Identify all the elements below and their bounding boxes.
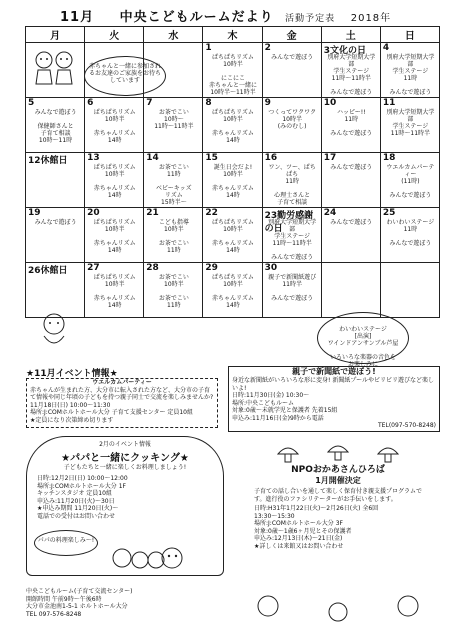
npo-subtitle: 1月開催決定	[315, 476, 361, 485]
papa-bubble-text: パパの料理楽しみ〜!	[37, 537, 95, 544]
stage-bubble	[317, 312, 409, 368]
day-events: お茶でこい 10時〜 11時〜11時半	[154, 109, 194, 130]
welcome-text: 赤ちゃんが生まれた方、大分市に転入された方など、大分市の子育て情報や同じ年頃の子どもを持つ親子同士で交流を楽しみませんか?	[30, 386, 214, 401]
day-events: ぱちぱちリズム 10時半 赤ちゃんリズム 14時	[212, 109, 254, 144]
day-events: お茶でこい 11時 ベビーキッズ リズム 15時半〜	[156, 164, 192, 206]
calendar-day-cell	[144, 208, 203, 263]
event-heading: ★11月イベント情報★	[26, 369, 118, 379]
day-number: 12休館日	[28, 156, 68, 166]
calendar-day-cell	[144, 263, 203, 318]
day-number: 21	[146, 208, 159, 218]
subtitle-text: 活動予定表	[285, 14, 336, 24]
day-number: 7	[146, 98, 153, 108]
calendar-day-cell	[321, 153, 380, 208]
calendar-day-cell	[262, 263, 321, 318]
day-events: 別府大学短期大学部 学生ステージ 11時 みんなで遊ぼう	[386, 54, 435, 96]
day-events: 別府大学短期大学部 学生ステージ 11時〜11時半 みんなで遊ぼう	[327, 54, 376, 96]
day-events: みんなで遊ぼう	[330, 164, 373, 171]
day-number: 1	[205, 43, 212, 53]
calendar-week-row	[26, 208, 440, 263]
day-events: こども指導 10時半 お茶でこい 11時	[158, 219, 189, 254]
calendar-day-cell	[203, 43, 262, 98]
calendar-day-cell	[321, 98, 380, 153]
calendar-day-cell	[262, 208, 321, 263]
day-number: 5	[28, 98, 35, 108]
day-events: ウエルカムパーティー (11時) みんなで遊ぼう	[386, 164, 435, 199]
day-number: 27	[87, 263, 100, 273]
day-number: 19	[28, 208, 41, 218]
day-number: 14	[146, 153, 159, 163]
year-text: 2018年	[350, 13, 392, 24]
mushroom-illustration	[238, 440, 438, 464]
title-text: 中央こどもルームだより	[119, 10, 274, 25]
caterpillar-illustration	[110, 540, 190, 570]
children-illustration	[30, 44, 78, 92]
footer-tel: TEL 097-576-8248	[26, 610, 82, 618]
weekday-thu: 木	[203, 27, 262, 43]
calendar-day-cell	[26, 208, 85, 263]
day-number: 29	[205, 263, 218, 273]
day-number: 30	[264, 263, 278, 273]
calendar-day-cell	[380, 153, 439, 208]
weekday-tue: 火	[85, 27, 144, 43]
weekday-fri: 金	[262, 27, 321, 43]
npo-text: 子育ての話し合いを通して楽しく保育付き親支援プログラムです。進行役のファシリテーターがお手伝いをします。	[254, 488, 422, 503]
calendar-day-cell	[85, 208, 144, 263]
day-number: 28	[146, 263, 159, 273]
day-number: 25	[382, 208, 396, 218]
day-number: 2	[264, 43, 271, 53]
day-events: みんなで遊ぼう	[271, 54, 314, 61]
day-events: ぱちぱちリズム 10時半 赤ちゃんリズム 14時	[93, 274, 136, 309]
newspaper-target: 対象:0歳〜未就学児と保護者 先着15組	[232, 407, 338, 414]
day-events: ぱちぱちリズム 10時半 赤ちゃんリズム 14時	[93, 109, 136, 144]
welcome-bubble	[84, 56, 166, 96]
weekday-sat: 土	[321, 27, 380, 43]
day-number: 24	[323, 208, 337, 218]
kids-illustration	[238, 590, 438, 632]
welcome-bubble-text: 赤ちゃんと一緒に参加されるお友達のご家族をお待ちしています	[89, 63, 162, 84]
day-events: つくってワクワク 10時半 (みのむし)	[268, 109, 317, 130]
calendar-day-cell	[380, 208, 439, 263]
day-number: 11	[382, 98, 396, 108]
newspaper-date: 日時:11月30日(金) 10:30〜	[232, 392, 310, 399]
day-number: 16	[264, 153, 278, 163]
cooking-apply: 申込み:11月20日(火)〜30日 ★申込み期間 11月20日(火)〜 電話での受付はお問い合わせ	[37, 497, 119, 520]
day-number: 3文化の日	[323, 46, 366, 56]
day-number: 6	[87, 98, 94, 108]
npo-time: 13:30〜15:30	[254, 512, 295, 520]
day-events: 別府大学短期大学部 学生ステージ 11時〜11時半 みんなで遊ぼう	[268, 219, 317, 261]
npo-title: NPOおかあさんひろば	[291, 465, 385, 475]
day-number: 26休館日	[28, 266, 68, 276]
newspaper-section	[228, 366, 440, 432]
calendar-day-cell	[321, 263, 380, 318]
month-label: 11月	[60, 10, 95, 25]
day-number: 10	[323, 98, 337, 108]
cooking-place: 場所:J:COMホルトホール大分 1F キッチンスタジオ 定員10組	[37, 482, 126, 497]
day-number: 22	[205, 208, 218, 218]
npo-date: 日時:H31年1月22日(火)〜2月26日(火) 全6回	[254, 505, 379, 512]
calendar-day-cell	[380, 43, 439, 98]
welcome-place: 場所:J:COMホルトホール大分 子育て支援センター 定員10組	[30, 409, 193, 416]
day-events: みんなで遊ぼう 保健師さんと 子育て相談 10時〜11時	[34, 109, 77, 144]
day-events: 誕生日会だよ! 10時半 赤ちゃんリズム 14時	[212, 164, 254, 199]
calendar-day-cell	[85, 263, 144, 318]
day-number: 18	[382, 153, 396, 163]
calendar-day-cell	[380, 263, 439, 318]
weekday-row	[26, 27, 440, 43]
calendar-day-cell	[262, 98, 321, 153]
calendar-day-cell	[380, 98, 439, 153]
weekday-wed: 水	[144, 27, 203, 43]
footer-hours: 開館時間 午前9時〜午後6時	[26, 595, 102, 603]
calendar-day-cell	[262, 43, 321, 98]
calendar-week-row	[26, 98, 440, 153]
day-number: 15	[205, 153, 218, 163]
day-events: ワン、ツー、ぱちぱち 11時 心理士さんと 子育て相談	[268, 164, 316, 206]
calendar-day-cell	[203, 153, 262, 208]
calendar-day-cell	[203, 263, 262, 318]
child-illustration-week5	[30, 310, 78, 352]
calendar-week-row	[26, 153, 440, 208]
npo-note: ★詳しくは来館又はお問い合わせ	[254, 542, 344, 550]
newspaper-place: 場所:中央こどもルーム	[232, 399, 295, 407]
footer-address: 大分市金池南1-5-1 ホルトホール大分	[26, 603, 128, 610]
cooking-title: ★パパと一緒にクッキング★	[61, 452, 189, 464]
cooking-date: 日時:12月2日(日) 10:00〜12:00	[37, 475, 128, 482]
day-events: みんなで遊ぼう	[34, 219, 77, 226]
day-events: 別府大学短期大学部 学生ステージ 11時〜11時半	[386, 109, 435, 137]
day-events: ぱちぱちリズム 10時半 赤ちゃんリズム 14時	[212, 274, 254, 309]
welcome-date: 11月18日(日) 10:00〜11:30	[30, 401, 111, 409]
npo-place: 場所:J:COMホルトホール大分 3F	[254, 520, 343, 527]
calendar-day-cell	[26, 153, 85, 208]
newspaper-apply: 申込み:11月16日(金)9時から電話	[232, 414, 324, 422]
papa-bubble	[34, 530, 98, 556]
day-events: ぱちぱちリズム 10時半 赤ちゃんリズム 14時	[93, 164, 136, 199]
calendar-day-cell	[321, 43, 380, 98]
calendar-day-cell	[144, 98, 203, 153]
calendar-day-cell	[203, 208, 262, 263]
calendar-day-cell	[85, 153, 144, 208]
calendar-day-cell	[203, 98, 262, 153]
weekday-sun: 日	[380, 27, 439, 43]
calendar-day-cell	[144, 153, 203, 208]
calendar-week-row	[26, 263, 440, 318]
welcome-title: ウエルカムパーティー	[92, 379, 152, 386]
footer	[26, 588, 226, 618]
weekday-mon: 月	[26, 27, 85, 43]
newspaper-heading: 親子で新聞紙で遊ぼう!	[292, 367, 376, 376]
calendar-day-cell	[85, 98, 144, 153]
stage-bubble-text: わいわいステージ [出演] ワインドアンサンブル芦屋 いろいろな楽器の音色を お楽しみに	[327, 326, 399, 368]
day-events: ぱちぱちリズム 10時半 にこにこ 赤ちゃんと一緒に 10時半〜11時半	[208, 54, 257, 96]
calendar-day-cell	[262, 153, 321, 208]
day-number: 20	[87, 208, 100, 218]
day-events: みんなで遊ぼう	[330, 219, 373, 226]
footer-org: 中央こどもルーム(子育て交流センター)	[26, 588, 133, 595]
calendar-day-cell	[321, 208, 380, 263]
calendar-day-cell	[26, 98, 85, 153]
day-events: ハッピー!! 11時 みんなで遊ぼう	[330, 109, 373, 137]
day-number: 23勤労感謝の日	[264, 211, 314, 234]
day-number: 13	[87, 153, 100, 163]
day-events: ぱちぱちリズム 10時半 赤ちゃんリズム 14時	[93, 219, 136, 254]
day-events: お茶でこい 10時半 お茶でこい 11時	[158, 274, 189, 309]
day-number: 17	[323, 153, 337, 163]
page-title	[60, 6, 391, 25]
cooking-sub: 子どもたちと一緒に楽しくお料理しましょう!	[63, 463, 187, 471]
day-events: わいわいステージ 11時 みんなで遊ぼう	[386, 219, 435, 247]
newspaper-phone: TEL(097-570-8248)	[378, 422, 436, 429]
npo-target: 対象:0歳〜1歳6ヶ月児とその保護者	[254, 527, 352, 535]
day-events: 親子で新聞紙遊び 11時半 みんなで遊ぼう	[268, 274, 317, 302]
newspaper-text: 身近な新聞紙がいろいろな形に変身! 新聞紙プールやビリビリ遊びなど楽しいよ!	[232, 377, 435, 392]
day-events: ぱちぱちリズム 10時半 赤ちゃんリズム 14時	[212, 219, 254, 254]
npo-apply: 申込み:12月13日(木)〜21日(金)	[254, 535, 343, 542]
cooking-label: 2月のイベント情報	[99, 441, 151, 448]
day-number: 8	[205, 98, 212, 108]
day-number: 4	[382, 43, 390, 53]
welcome-section	[26, 378, 218, 428]
welcome-note: ★定員になり次第締め切ります	[30, 416, 114, 424]
day-number: 9	[264, 98, 271, 108]
